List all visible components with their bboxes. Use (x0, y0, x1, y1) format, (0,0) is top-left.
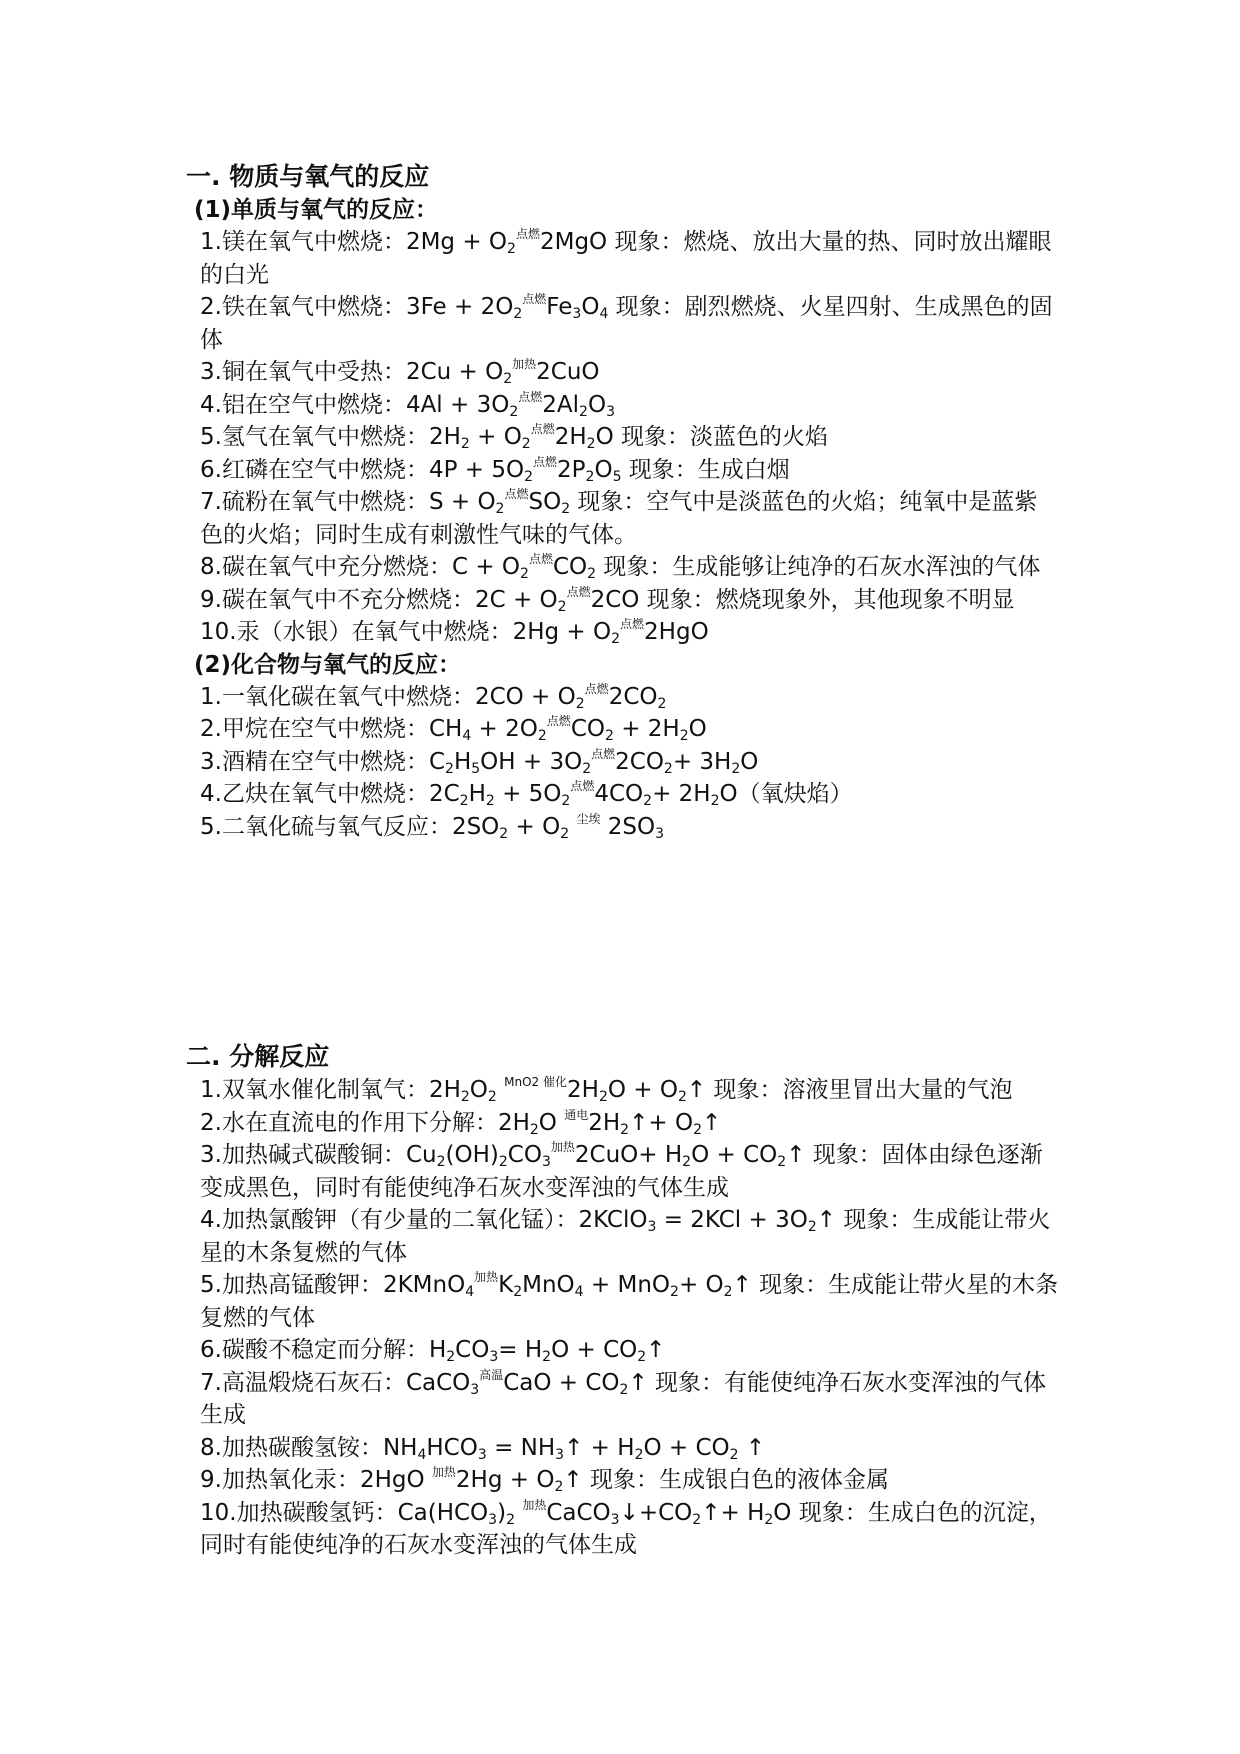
section-heading: 一. 物质与氧气的反应 (186, 162, 430, 191)
reaction-item: 3.铜在氧气中受热：$2Cu + O_2^{加热}2CuO$ (200, 357, 600, 387)
reaction-item: 9.碳在氧气中不充分燃烧：$2C + O_2^{点燃}2CO$ 现象：燃烧现象外，其他现象不明显 (200, 584, 1015, 615)
reaction-list (186, 681, 1066, 844)
reaction-item: 8.加热碳酸氢铵：$NH_4HCO_3$ = $NH_3↑ + H_2O + CO_2$ ↑ (200, 1434, 766, 1463)
reaction-item: 1.一氧化碳在氧气中燃烧：$2CO + O_2^{点燃}2CO_2$ (200, 681, 667, 712)
reaction-item: 5.二氧化硫与氧气反应：$2SO_2 + O_2$ $^{尘埃}$ $2SO_3$ (200, 811, 665, 842)
reaction-list (186, 226, 1066, 649)
reaction-item: 1.双氧水催化制氧气：$2H_2O_2$ $^{MnO2 催化}2H_2O$ + $O_2↑$ 现象：溶液里冒出大量的气泡 (200, 1075, 1013, 1105)
subsection-title: (2)化合物与氧气的反应： (194, 651, 462, 678)
reaction-item: 6.红磷在空气中燃烧：$4P + 5O_2^{点燃}2P_2O_5$ 现象：生成白烟 (200, 454, 790, 485)
subsection-title: (1)单质与氧气的反应： (194, 197, 439, 223)
reaction-item: 10.加热碳酸氢钙：$Ca(HCO_3)_2$ $^{加热}CaCO_3↓+CO_2↑+ H_2O$ 现象：生成白色的沉淀，同时有能使纯净的石灰水变浑浊的气体生成 (200, 1497, 1052, 1558)
reaction-item: 10.汞（水银）在氧气中燃烧：$2Hg + O_2^{点燃}2HgO$ (200, 617, 709, 647)
reaction-item: 2.水在直流电的作用下分解：$2H_2O$ $^{通电}2H_2↑+$ $O_2↑$ (200, 1107, 722, 1138)
reaction-item: 7.高温煅烧石灰石：CaCO$_3^{高温}$CaO + $CO_2↑$ 现象：有能使纯净石灰水变浑浊的气体生成 (200, 1367, 1047, 1428)
reaction-item: 1.镁在氧气中燃烧：$2Mg + O_2^{点燃}2MgO$ 现象：燃烧、放出大量的热、同时放出耀眼的白光 (200, 227, 1052, 288)
reaction-item: 5.加热高锰酸钾：$2KMnO_4^{加热}K_2MnO_4 + MnO_2+$ $O_2↑$ 现象：生成能让带火星的木条复燃的气体 (200, 1270, 1059, 1331)
reaction-item: 4.乙炔在氧气中燃烧：$2C_2H_2 + 5O_2^{点燃}4CO_2+ 2H_2O$（氧炔焰） (200, 779, 853, 809)
reaction-item: 2.甲烷在空气中燃烧：$CH_4 + 2O_2^{点燃}CO_2 + 2H_2O$ (200, 714, 707, 744)
reaction-list (186, 1074, 1066, 1562)
reaction-item: 9.加热氧化汞：2HgO $^{加热}2Hg + O_2↑$ 现象：生成银白色的液体金属 (200, 1465, 889, 1495)
section-decomposition-reactions (186, 1040, 1066, 1562)
reaction-item: 5.氢气在氧气中燃烧：$2H_2 + O_2^{点燃}2H_2O$ 现象：淡蓝色的火焰 (200, 422, 829, 452)
reaction-item: 3.加热碱式碳酸铜：$Cu_2(OH)_2CO_3^{加热}2CuO+ H_2O$ + $CO_2↑$ 现象：固体由绿色逐渐变成黑色，同时有能使纯净石灰水变浑浊的气体生成 (200, 1140, 1043, 1201)
reaction-item: 7.硫粉在氧气中燃烧：$S + O_2^{点燃}SO_2$ 现象：空气中是淡蓝色的火焰；纯氧中是蓝紫色的火焰；同时生成有刺激性气味的气体。 (200, 487, 1038, 548)
reaction-item: 4.加热氯酸钾（有少量的二氧化锰）：2KClO$_3$ = $2KCl + 3O_2↑$ 现象：生成能让带火星的木条复燃的气体 (200, 1207, 1051, 1266)
reaction-item: 6.碳酸不稳定而分解：$H_2CO_3= H_2O$ + $CO_2↑$ (200, 1337, 666, 1365)
reaction-item: 3.酒精在空气中燃烧：$C_2H_5OH + 3O_2^{点燃}2CO_2+ 3H_2O$ (200, 746, 759, 777)
reaction-item: 8.碳在氧气中充分燃烧：$C + O_2^{点燃}CO_2$ 现象：生成能够让纯净的石灰水浑浊的气体 (200, 552, 1041, 582)
reaction-item: 2.铁在氧气中燃烧：$3Fe + 2O_2^{点燃}Fe_3O_4$ 现象：剧烈燃烧、火星四射、生成黑色的固体 (200, 292, 1053, 353)
section-heading: 二. 分解反应 (186, 1042, 330, 1071)
reaction-item: 4.铝在空气中燃烧：$4Al + 3O_2^{点燃}2Al_2O_3$ (200, 389, 615, 420)
section-oxygen-reactions (186, 160, 1066, 843)
